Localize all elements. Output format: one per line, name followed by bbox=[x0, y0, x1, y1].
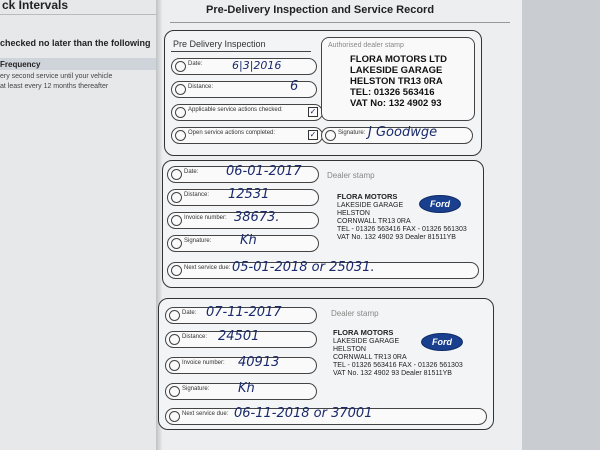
pdi-dealer-line3: HELSTON TR13 0RA bbox=[350, 76, 443, 87]
pdi-signature-value: J Goodwge bbox=[368, 125, 438, 140]
stamp-line5: VAT No. 132 4902 93 Dealer 81511YB bbox=[333, 370, 452, 377]
bullet-icon bbox=[325, 130, 336, 141]
pdi-dealer-stamp bbox=[350, 54, 447, 109]
date-label: Date: bbox=[184, 169, 199, 175]
s1-next-due-value: 05-01-2018 or 25031. bbox=[232, 260, 375, 275]
s2-invoice-value: 40913 bbox=[238, 355, 280, 370]
s1-signature-field[interactable] bbox=[167, 235, 319, 252]
bullet-icon bbox=[169, 386, 180, 397]
stamp-line1: LAKESIDE GARAGE bbox=[337, 202, 404, 209]
bullet-icon bbox=[171, 215, 182, 226]
ford-logo: Ford bbox=[419, 195, 461, 213]
title-rule bbox=[170, 22, 510, 23]
left-page-text-line1: ery second service until your vehicle bbox=[0, 73, 113, 80]
s2-signature-value: Kh bbox=[238, 381, 255, 396]
pdi-open-field[interactable] bbox=[171, 127, 323, 144]
pdi-title: Pre Delivery Inspection bbox=[173, 39, 266, 49]
pdi-distance-value: 6 bbox=[290, 79, 299, 94]
left-page-heading: checked no later than the following bbox=[0, 38, 151, 48]
left-page-rule bbox=[0, 14, 156, 15]
s1-distance-field[interactable] bbox=[167, 189, 319, 206]
open-label: Open service actions completed: bbox=[188, 130, 276, 136]
frequency-label: Frequency bbox=[0, 60, 41, 69]
s1-date-value: 06-01-2017 bbox=[226, 164, 302, 179]
stamp-name: FLORA MOTORS bbox=[333, 328, 394, 337]
s1-invoice-value: 38673. bbox=[234, 210, 280, 225]
signature-label: Signature: bbox=[184, 238, 212, 244]
stamp-line3: CORNWALL TR13 0RA bbox=[333, 354, 407, 361]
s2-dealer-stamp-label: Dealer stamp bbox=[331, 309, 379, 318]
applicable-checkbox[interactable]: ✓ bbox=[309, 107, 317, 116]
s2-date-field[interactable] bbox=[165, 307, 317, 324]
bullet-icon bbox=[175, 84, 186, 95]
stamp-line4: TEL - 01326 563416 FAX - 01326 561303 bbox=[337, 226, 467, 233]
pdi-dealer-line2: LAKESIDE GARAGE bbox=[350, 65, 443, 76]
page-title: Pre-Delivery Inspection and Service Record bbox=[206, 4, 435, 16]
invoice-label: Invoice number: bbox=[182, 360, 225, 366]
invoice-label: Invoice number: bbox=[184, 215, 227, 221]
pdi-date-value: 6|3|2016 bbox=[232, 59, 282, 72]
date-label: Date: bbox=[188, 61, 203, 67]
bullet-icon bbox=[175, 130, 186, 141]
s2-invoice-field[interactable] bbox=[165, 357, 317, 374]
distance-label: Distance: bbox=[188, 84, 214, 90]
s1-date-field[interactable] bbox=[167, 166, 319, 183]
pdi-box bbox=[164, 30, 482, 156]
pdi-signature-field[interactable] bbox=[321, 127, 473, 144]
stamp-line4: TEL - 01326 563416 FAX - 01326 561303 bbox=[333, 362, 463, 369]
left-page-text-line2: at least every 12 months thereafter bbox=[0, 83, 109, 90]
stamp-line2: HELSTON bbox=[337, 210, 370, 217]
bullet-icon bbox=[171, 169, 182, 180]
bullet-icon bbox=[169, 310, 180, 321]
applicable-label: Applicable service actions checked: bbox=[188, 107, 283, 113]
service-record-1 bbox=[162, 160, 484, 288]
pdi-distance-field[interactable] bbox=[171, 81, 317, 98]
pdi-stamp-area bbox=[321, 37, 475, 121]
stamp-line2: HELSTON bbox=[333, 346, 366, 353]
open-checkbox[interactable]: ✓ bbox=[309, 130, 317, 139]
bullet-icon bbox=[169, 360, 180, 371]
stamp-line5: VAT No. 132 4902 93 Dealer 81511YB bbox=[337, 234, 456, 241]
background bbox=[522, 0, 600, 450]
signature-label: Signature: bbox=[338, 130, 366, 136]
bullet-icon bbox=[171, 192, 182, 203]
pdi-date-field[interactable] bbox=[171, 58, 317, 75]
s2-next-due-value: 06-11-2018 or 37001 bbox=[234, 406, 373, 421]
s1-dealer-stamp-label: Dealer stamp bbox=[327, 171, 375, 180]
pdi-dealer-line1: FLORA MOTORS LTD bbox=[350, 54, 447, 65]
distance-label: Distance: bbox=[184, 192, 210, 198]
s2-signature-field[interactable] bbox=[165, 383, 317, 400]
pdi-stamp-label: Authorised dealer stamp bbox=[328, 42, 404, 49]
s2-distance-field[interactable] bbox=[165, 331, 317, 348]
distance-label: Distance: bbox=[182, 334, 208, 340]
pdi-applicable-field[interactable] bbox=[171, 104, 323, 121]
ford-logo: Ford bbox=[421, 333, 463, 351]
s1-distance-value: 12531 bbox=[228, 187, 270, 202]
pdi-title-underline bbox=[171, 51, 311, 52]
left-page-title: ck Intervals bbox=[2, 0, 69, 12]
date-label: Date: bbox=[182, 310, 197, 316]
stamp-name: FLORA MOTORS bbox=[337, 192, 398, 201]
pdi-dealer-line5: VAT No: 132 4902 93 bbox=[350, 98, 442, 109]
pdi-dealer-line4: TEL: 01326 563416 bbox=[350, 87, 435, 98]
s1-signature-value: Kh bbox=[240, 233, 257, 248]
next-due-label: Next service due: bbox=[184, 265, 231, 271]
s2-next-due-field[interactable] bbox=[165, 408, 487, 425]
service-record-2 bbox=[158, 298, 494, 430]
s1-invoice-field[interactable] bbox=[167, 212, 319, 229]
stamp-line1: LAKESIDE GARAGE bbox=[333, 338, 400, 345]
next-due-label: Next service due: bbox=[182, 411, 229, 417]
s2-distance-value: 24501 bbox=[218, 329, 260, 344]
s1-next-due-field[interactable] bbox=[167, 262, 479, 279]
bullet-icon bbox=[169, 334, 180, 345]
stamp-line3: CORNWALL TR13 0RA bbox=[337, 218, 411, 225]
bullet-icon bbox=[169, 411, 180, 422]
bullet-icon bbox=[171, 238, 182, 249]
bullet-icon bbox=[171, 265, 182, 276]
bullet-icon bbox=[175, 61, 186, 72]
s2-date-value: 07-11-2017 bbox=[206, 305, 282, 320]
left-page-text bbox=[0, 72, 160, 92]
signature-label: Signature: bbox=[182, 386, 210, 392]
left-page bbox=[0, 0, 160, 450]
bullet-icon bbox=[175, 107, 186, 118]
